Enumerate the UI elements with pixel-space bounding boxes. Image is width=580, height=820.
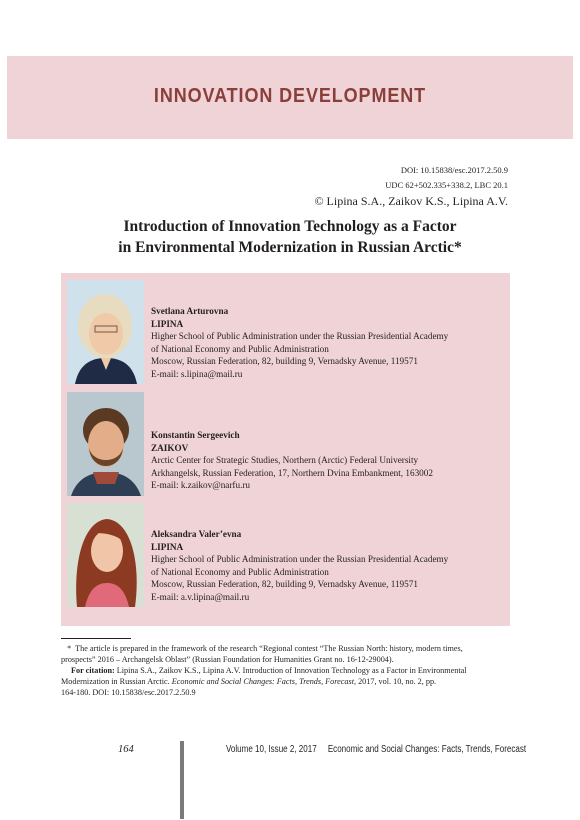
author-info <box>151 429 433 492</box>
citation-journal: Economic and Social Changes: Facts, Trends, Forecast <box>171 677 354 686</box>
author-info <box>151 305 448 380</box>
author-email: E-mail: s.lipina@mail.ru <box>151 368 243 379</box>
author-surname: LIPINA <box>151 541 184 552</box>
citation-text: Lipina S.A., Zaikov K.S., Lipina A.V. Introduction of Innovation Technology as a Factor in Environmental <box>114 666 467 675</box>
author-address: Arkhangelsk, Russian Federation, 17, Northern Dvina Embankment, 163002 <box>151 467 433 478</box>
author-photo <box>67 280 144 384</box>
citation-text: Modernization in Russian Arctic. <box>61 677 172 686</box>
article-title <box>40 216 540 258</box>
footnote-line: * The article is prepared in the framework of the research “Regional contest “The Russian North: history, modern times, <box>61 644 463 653</box>
research-footnote <box>61 643 509 665</box>
author-affiliation: Higher School of Public Administration under the Russian Presidential Academy <box>151 331 449 341</box>
author-affiliation-cont: of National Economy and Public Administration <box>151 566 329 577</box>
author-given-name: Konstantin Sergeevich <box>151 430 240 440</box>
author-photo <box>67 503 144 607</box>
citation-label: For citation: <box>71 666 115 675</box>
citation-footnote <box>61 665 509 698</box>
author-email: E-mail: a.v.lipina@mail.ru <box>151 591 250 602</box>
journal-footer: Volume 10, Issue 2, 2017 Economic and Social Changes: Facts, Trends, Forecast <box>226 744 527 755</box>
copyright-line: © Lipina S.A., Zaikov K.S., Lipina A.V. <box>314 194 508 208</box>
author-photo <box>67 392 144 496</box>
author-email: E-mail: k.zaikov@narfu.ru <box>151 480 251 490</box>
citation-line: 164-180. DOI: 10.15838/esc.2017.2.50.9 <box>61 688 196 697</box>
title-line-1: Introduction of Innovation Technology as a Factor <box>123 218 457 235</box>
author-given-name: Svetlana Arturovna <box>151 306 229 316</box>
author-address: Moscow, Russian Federation, 82, building 9, Vernadsky Avenue, 119571 <box>151 356 418 366</box>
author-card <box>67 280 507 384</box>
author-surname: ZAIKOV <box>151 442 189 453</box>
title-line-2: in Environmental Modernization in Russian Arctic* <box>118 239 462 256</box>
page-number: 164 <box>118 744 134 755</box>
citation-line <box>61 665 509 676</box>
citation-text: , 2017, vol. 10, no. 2, pp. <box>353 677 437 686</box>
citation-line <box>61 676 509 687</box>
author-affiliation: Higher School of Public Administration under the Russian Presidential Academy <box>151 554 449 564</box>
author-card <box>67 392 507 496</box>
author-info <box>151 528 448 603</box>
author-surname: LIPINA <box>151 318 184 329</box>
author-affiliation-cont: of National Economy and Public Administration <box>151 343 329 354</box>
author-given-name: Aleksandra Valer’evna <box>151 529 242 539</box>
author-address: Moscow, Russian Federation, 82, building 9, Vernadsky Avenue, 119571 <box>151 579 418 589</box>
footnote-divider <box>61 638 131 639</box>
doi-line: DOI: 10.15838/esc.2017.2.50.9 <box>400 165 508 175</box>
footnote-line: prospects” 2016 – Archangelsk Oblast” (Russian Foundation for Humanities Grant no. 16-12-29004). <box>61 655 394 664</box>
author-card <box>67 503 507 607</box>
udc-line: UDC 62+502.335+338.2, LBC 20.1 <box>385 180 508 190</box>
footer-divider <box>180 741 184 819</box>
author-affiliation: Arctic Center for Strategic Studies, Northern (Arctic) Federal University <box>151 455 419 465</box>
section-title: INNOVATION DEVELOPMENT <box>153 85 427 107</box>
